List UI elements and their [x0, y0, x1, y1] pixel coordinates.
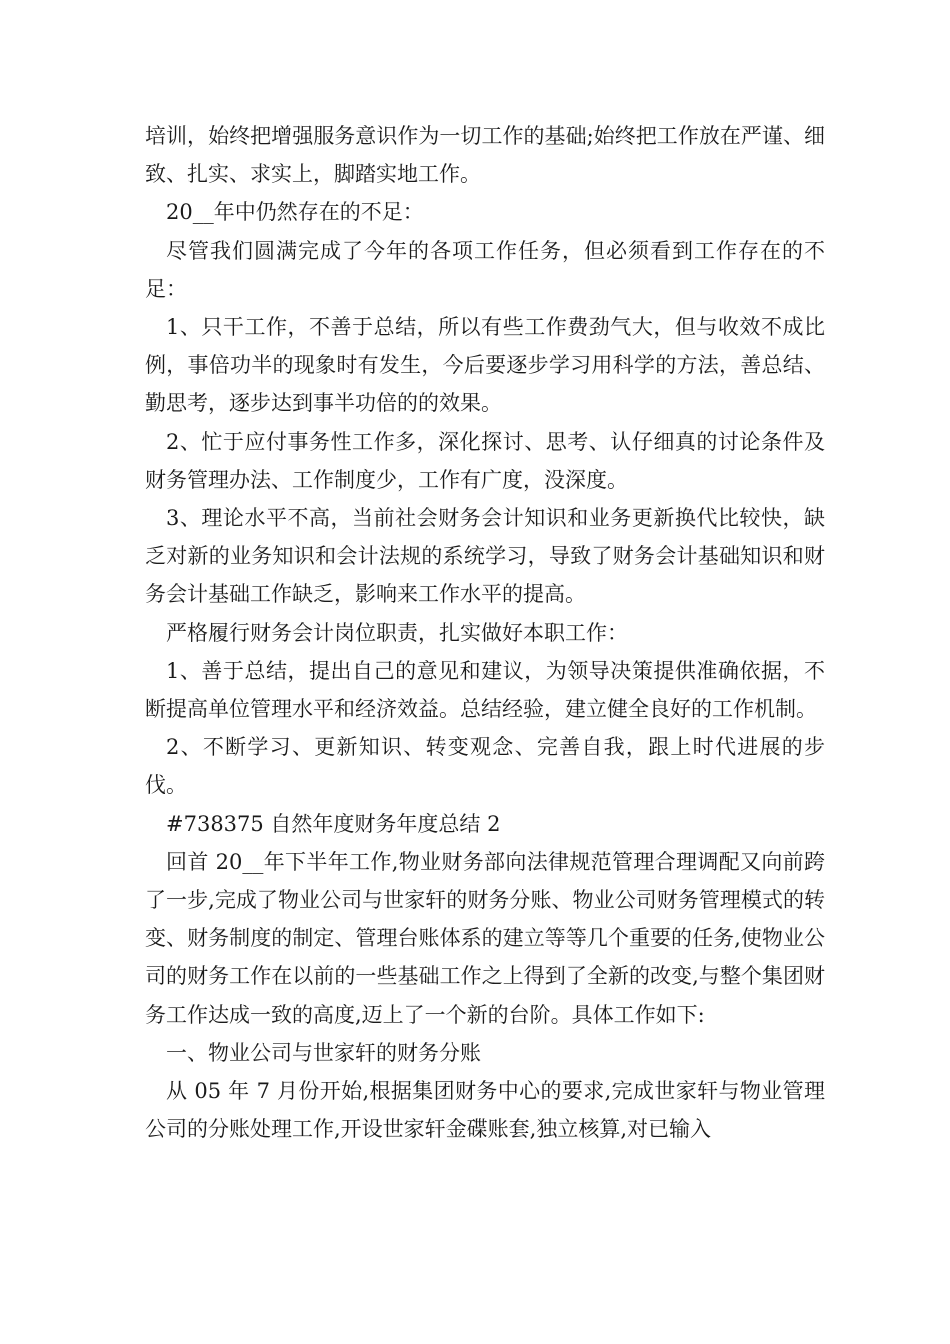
paragraph-4: 1、只干工作，不善于总结，所以有些工作费劲气大，但与收效不成比例，事倍功半的现象时有发生，今后要逐步学习用科学的方法，善总结、勤思考，逐步达到事半功倍的的效果。	[145, 315, 825, 416]
paragraph-1: 培训，始终把增强服务意识作为一切工作的基础;始终把工作放在严谨、细致、扎实、求实上，脚踏实地工作。	[145, 124, 825, 187]
paragraph-13: 从 05 年 7 月份开始,根据集团财务中心的要求,完成世家轩与物业管理公司的分账处理工作,开设世家轩金碟账套,独立核算,对已输入	[145, 1079, 825, 1142]
paragraph-8: 1、善于总结，提出自己的意见和建议，为领导决策提供准确依据，不断提高单位管理水平和经济效益。总结经验，建立健全良好的工作机制。	[145, 658, 825, 722]
paragraph-3: 尽管我们圆满完成了今年的各项工作任务，但必须看到工作存在的不足：	[145, 238, 825, 301]
paragraph-9: 2、不断学习、更新知识、转变观念、完善自我，跟上时代进展的步伐。	[145, 735, 825, 798]
subsection-heading: 一、物业公司与世家轩的财务分账	[166, 1040, 481, 1065]
paragraph-6: 3、理论水平不高，当前社会财务会计知识和业务更新换代比较快，缺乏对新的业务知识和会计法规的系统学习，导致了财务会计基础知识和财务会计基础工作缺乏，影响来工作水平的提高。	[145, 506, 825, 607]
paragraph-7: 严格履行财务会计岗位职责，扎实做好本职工作：	[166, 620, 628, 645]
document-body	[145, 117, 825, 1148]
paragraph-11: 回首 20__年下半年工作,物业财务部向法律规范管理合理调配又向前跨了一步,完成了物业公司与世家轩的财务分账、物业公司财务管理模式的转变、财务制度的制定、管理台账体系的建立等等几个重要的任务,使物业公司的财务工作在以前的一些基础工作之上得到了全新的改变,与整个集团财务工作达成一致的高度,迈上了一个新的台阶。具体工作如下:	[145, 849, 825, 1027]
paragraph-2: 20__年中仍然存在的不足：	[166, 200, 424, 225]
paragraph-5: 2、忙于应付事务性工作多，深化探讨、思考、认仔细真的讨论条件及财务管理办法、工作制度少，工作有广度，没深度。	[145, 429, 825, 492]
section-heading: #738375 自然年度财务年度总结 2	[166, 811, 501, 836]
